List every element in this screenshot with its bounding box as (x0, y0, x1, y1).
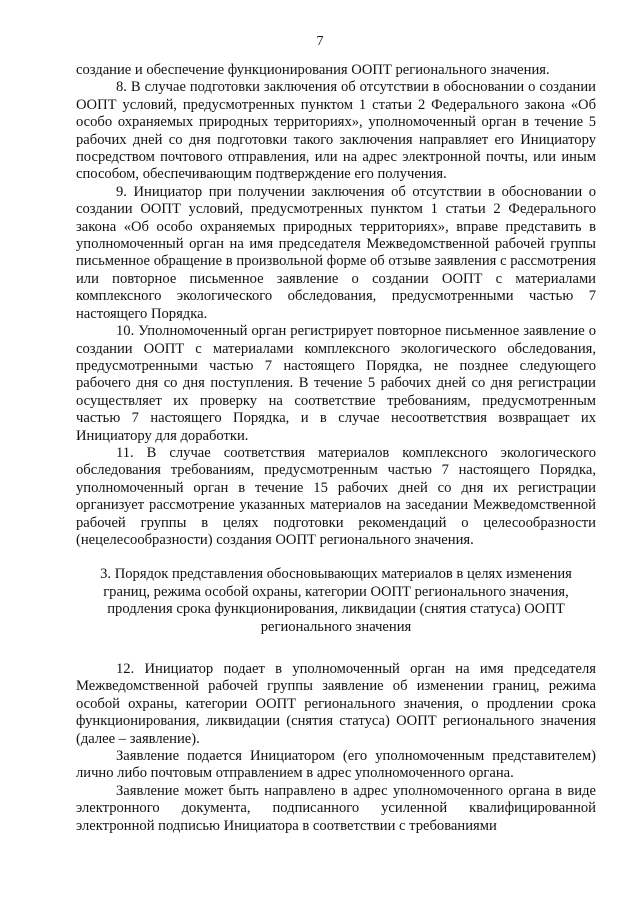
document-body (76, 62, 596, 835)
paragraph: 12. Инициатор подает в уполномоченный орган на имя председателя Межведомственной рабочей группы заявление об изменении границ, режима особой охраны, категории ООПТ регионального значения, о продлении срока функционирования, ликвидации (снятия статуса) ООПТ регионального значения (далее – заявление). (76, 661, 596, 747)
paragraphs-group-bottom (76, 661, 596, 835)
paragraph: создание и обеспечение функционирования ООПТ регионального значения. (76, 62, 550, 78)
paragraph: 8. В случае подготовки заключения об отсутствии в обосновании о создании ООПТ условий, предусмотренных пунктом 1 статьи 2 Федерального закона «Об особо охраняемых природных территориях», уполномоченный орган в течение 5 рабочих дней со дня подготовки такого заключения направляет его Инициатору посредством почтового отправления, или на адрес электронной почты, или иным способом, обеспечивающим подтверждение его получения. (76, 79, 596, 183)
paragraph: 9. Инициатор при получении заключения об отсутствии в обосновании о создании ООПТ условий, предусмотренных пунктом 1 статьи 2 Федерального закона «Об особо охраняемых природных территориях», вправе представить в уполномоченный орган на имя председателя Межведомственной рабочей группы письменное обращение в произвольной форме об отзыве заявления с рассмотрения или повторное письменное заявление о создании ООПТ с материалами комплексного экологического обследования, предусмотренными частью 7 настоящего Порядка. (76, 183, 596, 322)
section-heading: 3. Порядок представления обосновывающих материалов в целях изменения границ, режима особой охраны, категории ООПТ регионального значения, продления срока функционирования, ликвидации (снятия статуса) ООПТ регионального значения (100, 566, 572, 635)
page-number: 7 (316, 34, 324, 49)
paragraph: Заявление подается Инициатором (его уполномоченным представителем) лично либо почтовым отправлением в адрес уполномоченного органа. (76, 748, 596, 782)
paragraph: 10. Уполномоченный орган регистрирует повторное письменное заявление о создании ООПТ с материалами комплексного экологического обследования, предусмотренными частью 7 настоящего Порядка, не позднее следующего рабочего дня со дня поступления. В течение 5 рабочих дней со дня регистрации осуществляет их проверку на соответствие требованиям, предусмотренным частью 7 настоящего Порядка, и в случае несоответствия возвращает их Инициатору для доработки. (76, 323, 596, 444)
paragraph: Заявление может быть направлено в адрес уполномоченного органа в виде электронного документа, подписанного усиленной квалифицированной электронной подписью Инициатора в соответствии с требованиями (76, 782, 596, 834)
paragraphs-group-top (76, 62, 596, 549)
paragraph: 11. В случае соответствия материалов комплексного экологического обследования требованиям, предусмотренным частью 7 настоящего Порядка, уполномоченный орган в течение 15 рабочих дней со дня их регистрации организует рассмотрение указанных материалов на заседании Межведомственной рабочей группы в целях подготовки рекомендаций о целесообразности (нецелесообразности) создания ООПТ регионального значения. (76, 444, 596, 548)
